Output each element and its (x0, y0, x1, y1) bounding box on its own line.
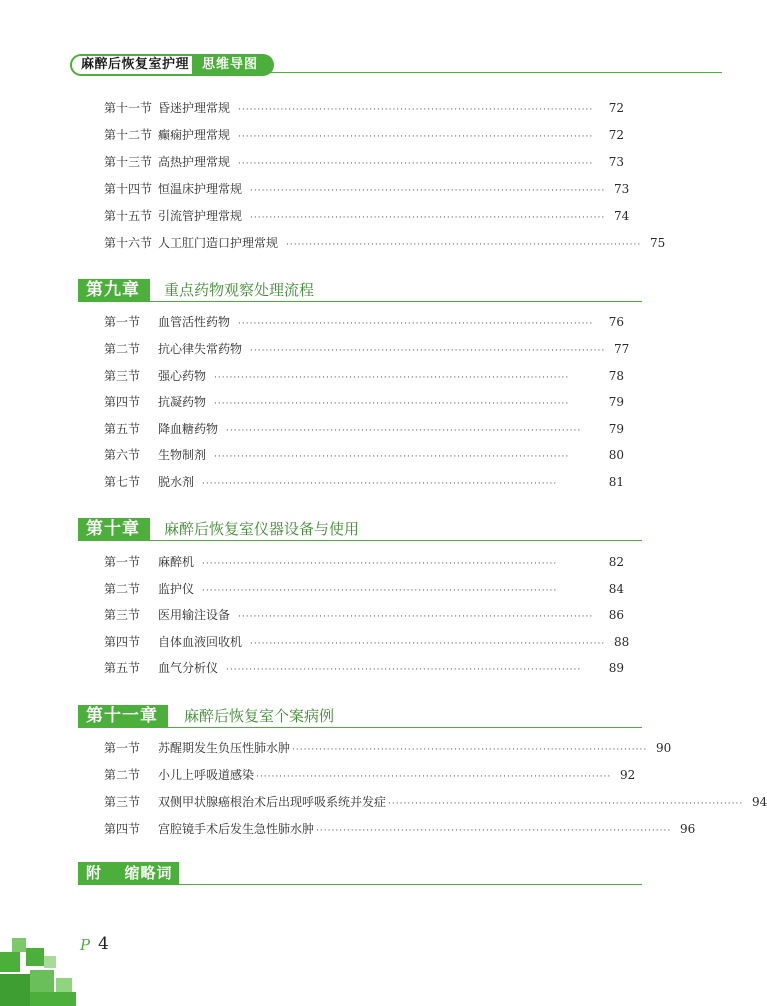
section-title: 血气分析仪 (158, 661, 219, 675)
leader-dots: ···························································································· (202, 479, 558, 489)
section-title: 抗凝药物 (158, 395, 207, 409)
page-number: 80 (608, 448, 624, 462)
leader-dots: ···························································································· (250, 346, 606, 356)
leader-dots: ···························································································· (238, 132, 594, 142)
toc-entry[interactable] (104, 393, 624, 411)
leader-dots: ···························································································· (316, 826, 672, 836)
section-title: 生物制剂 (158, 448, 207, 462)
leader-dots: ···························································································· (214, 399, 570, 409)
section-number: 第十三节 (104, 155, 153, 169)
section-title: 引流管护理常规 (158, 209, 243, 223)
page-number: 72 (608, 128, 624, 142)
section-number: 第六节 (104, 448, 141, 462)
section-title: 昏迷护理常规 (158, 101, 231, 115)
section-number: 第四节 (104, 635, 141, 649)
section-number: 第三节 (104, 608, 141, 622)
toc-entry[interactable] (104, 820, 696, 838)
section-title: 双侧甲状腺癌根治术后出现呼吸系统并发症 (158, 795, 387, 809)
section-title: 自体血液回收机 (158, 635, 243, 649)
toc-entry[interactable] (104, 313, 624, 331)
section-number: 第四节 (104, 395, 141, 409)
page-number: 74 (613, 209, 630, 223)
toc-entry[interactable] (104, 766, 636, 784)
appendix-number: 附 (86, 864, 103, 882)
section-number: 第二节 (104, 768, 141, 782)
page-number: 73 (613, 182, 630, 196)
toc-entry[interactable] (104, 580, 624, 598)
leader-dots: ···························································································· (286, 240, 642, 250)
section-title: 抗心律失常药物 (158, 342, 243, 356)
chapter-number: 第九章 (78, 279, 150, 301)
book-title: 麻醉后恢复室护理 (70, 54, 192, 76)
toc-entry[interactable] (104, 367, 624, 385)
leader-dots: ···························································································· (250, 213, 606, 223)
toc-entry[interactable] (104, 234, 666, 252)
toc-entry[interactable] (104, 473, 624, 491)
toc-entry[interactable] (104, 180, 630, 198)
page-number: 90 (655, 741, 672, 755)
section-number: 第三节 (104, 795, 141, 809)
toc-entry[interactable] (104, 793, 767, 811)
toc-entry[interactable] (104, 739, 672, 757)
section-number: 第十四节 (104, 182, 153, 196)
appendix-header[interactable] (78, 862, 642, 885)
page-number: 88 (613, 635, 630, 649)
section-number: 第一节 (104, 315, 141, 329)
appendix-label (78, 862, 179, 884)
folio-mark-icon: P (80, 936, 91, 954)
chapter-header-9[interactable] (78, 279, 642, 302)
section-number: 第四节 (104, 822, 141, 836)
section-number: 第五节 (104, 661, 141, 675)
section-number: 第十一节 (104, 101, 153, 115)
corner-decoration-icon (0, 930, 90, 1006)
section-title: 降血糖药物 (158, 422, 219, 436)
leader-dots: ···························································································· (238, 612, 594, 622)
page-number: 81 (608, 475, 624, 489)
header-rule (270, 72, 722, 73)
toc-entry[interactable] (104, 420, 624, 438)
appendix-title: 缩略词 (124, 864, 173, 882)
toc-entry[interactable] (104, 659, 624, 677)
section-title: 监护仪 (158, 582, 195, 596)
page-number: 94 (751, 795, 767, 809)
chapter-header-11[interactable] (78, 705, 642, 728)
book-subtitle: 思维导图 (192, 54, 274, 76)
leader-dots: ···························································································· (256, 772, 612, 782)
leader-dots: ···························································································· (214, 373, 570, 383)
chapter-title: 麻醉后恢复室个案病例 (184, 707, 335, 725)
chapter-header-10[interactable] (78, 518, 642, 541)
chapter-number: 第十一章 (78, 705, 168, 727)
chapter-title: 麻醉后恢复室仪器设备与使用 (164, 520, 360, 538)
section-title: 宫腔镜手术后发生急性肺水肿 (158, 822, 315, 836)
leader-dots: ···························································································· (226, 426, 582, 436)
page-number: 79 (608, 422, 624, 436)
section-number: 第十二节 (104, 128, 153, 142)
toc-entry[interactable] (104, 446, 624, 464)
leader-dots: ···························································································· (292, 745, 648, 755)
section-title: 强心药物 (158, 369, 207, 383)
section-title: 医用输注设备 (158, 608, 231, 622)
section-number: 第七节 (104, 475, 141, 489)
toc-entry[interactable] (104, 553, 624, 571)
section-title: 苏醒期发生负压性肺水肿 (158, 741, 291, 755)
page-number: 77 (613, 342, 630, 356)
leader-dots: ···························································································· (214, 452, 570, 462)
toc-entry[interactable] (104, 99, 624, 117)
section-title: 血管活性药物 (158, 315, 231, 329)
page-number: 75 (649, 236, 666, 250)
page-number: 84 (608, 582, 624, 596)
section-number: 第二节 (104, 342, 141, 356)
section-title: 癫痫护理常规 (158, 128, 231, 142)
page-number-footer: 4 (98, 934, 109, 954)
page-number: 86 (608, 608, 624, 622)
toc-entry[interactable] (104, 126, 624, 144)
leader-dots: ···························································································· (202, 559, 558, 569)
page-number: 79 (608, 395, 624, 409)
section-title: 麻醉机 (158, 555, 195, 569)
page-number: 82 (608, 555, 624, 569)
section-number: 第一节 (104, 741, 141, 755)
page-number: 89 (608, 661, 624, 675)
page-number: 92 (619, 768, 636, 782)
section-number: 第十六节 (104, 236, 153, 250)
toc-entry[interactable] (104, 340, 630, 358)
leader-dots: ···························································································· (238, 105, 594, 115)
section-number: 第二节 (104, 582, 141, 596)
page-number: 72 (608, 101, 624, 115)
page-number: 76 (608, 315, 624, 329)
section-number: 第五节 (104, 422, 141, 436)
running-header (0, 52, 722, 78)
toc-entry[interactable] (104, 606, 624, 624)
toc-entry[interactable] (104, 153, 624, 171)
page-number: 73 (608, 155, 624, 169)
toc-entry[interactable] (104, 207, 630, 225)
page-number: 96 (679, 822, 696, 836)
toc-entry[interactable] (104, 633, 630, 651)
leader-dots: ···························································································· (202, 586, 558, 596)
leader-dots: ···························································································· (388, 799, 744, 809)
section-title: 小儿上呼吸道感染 (158, 768, 255, 782)
section-title: 恒温床护理常规 (158, 182, 243, 196)
section-number: 第三节 (104, 369, 141, 383)
leader-dots: ···························································································· (250, 186, 606, 196)
section-number: 第一节 (104, 555, 141, 569)
chapter-number: 第十章 (78, 518, 150, 540)
section-title: 人工肛门造口护理常规 (158, 236, 279, 250)
leader-dots: ···························································································· (238, 159, 594, 169)
leader-dots: ···························································································· (238, 319, 594, 329)
page-number: 78 (608, 369, 624, 383)
section-title: 高热护理常规 (158, 155, 231, 169)
leader-dots: ···························································································· (250, 639, 606, 649)
section-title: 脱水剂 (158, 475, 195, 489)
chapter-title: 重点药物观察处理流程 (164, 281, 315, 299)
leader-dots: ···························································································· (226, 665, 582, 675)
section-number: 第十五节 (104, 209, 153, 223)
